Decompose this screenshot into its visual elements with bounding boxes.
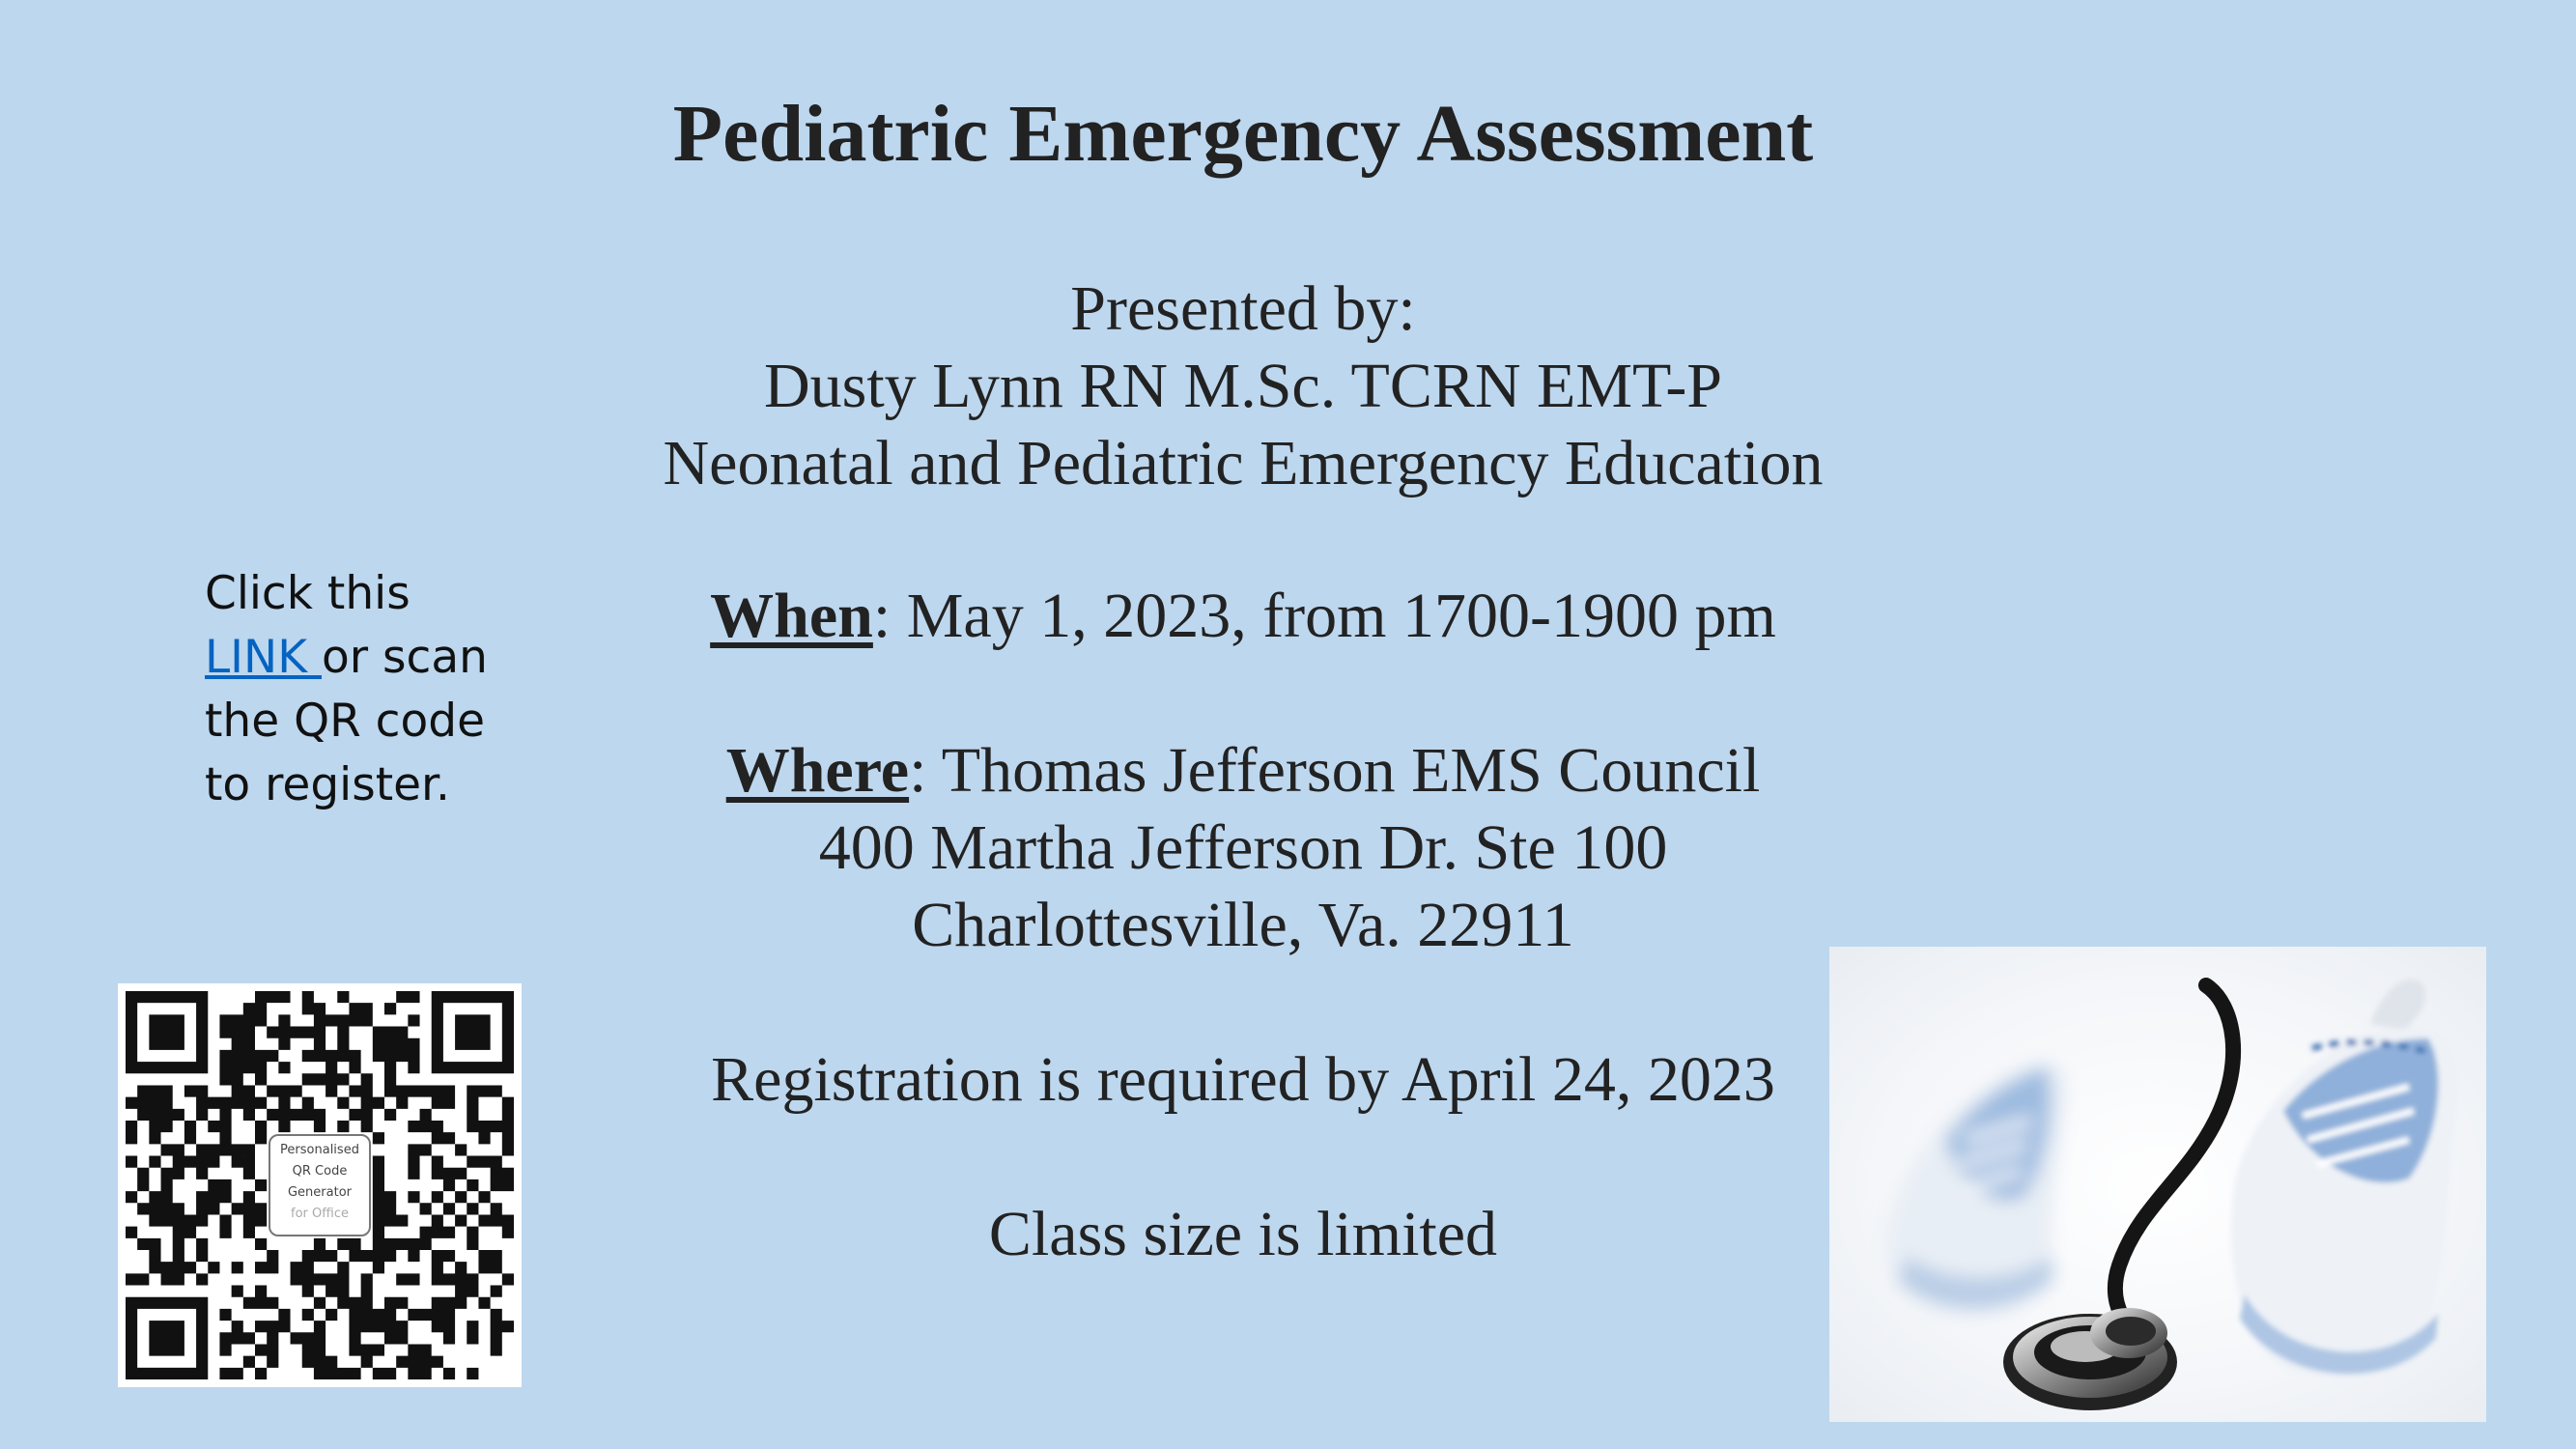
right-shoe [2231,980,2460,1377]
left-shoe [1887,1063,2067,1314]
qr-badge-line-3: Generator [287,1185,352,1200]
register-line-1: Click this [205,567,410,620]
when-label: When [710,581,873,651]
register-link[interactable]: LINK [205,631,322,684]
class-size-note: Class size is limited [988,1199,1498,1269]
register-line-4: to register. [205,758,451,811]
presenter-block [0,270,2486,502]
address-line-1: 400 Martha Jefferson Dr. Ste 100 [818,812,1668,883]
where-value: : Thomas Jefferson EMS Council [909,735,1761,806]
when-value: : May 1, 2023, from 1700-1900 pm [872,581,1776,651]
presenter-organization: Neonatal and Pediatric Emergency Education [663,428,1824,498]
presenter-name: Dusty Lynn RN M.Sc. TCRN EMT-P [764,351,1722,421]
register-line-3: the QR code [205,695,486,748]
photo-illustration [1829,947,2486,1422]
qr-finder-top-left [126,991,208,1073]
qr-finder-top-right [432,991,514,1073]
registration-qr-code[interactable] [118,983,522,1387]
stethoscope-chestpiece [2003,1308,2177,1410]
baby-shoes-stethoscope-photo [1829,947,2486,1422]
registration-deadline: Registration is required by April 24, 2023 [711,1044,1775,1115]
where-label: Where [725,735,910,806]
qr-finder-bottom-left [126,1297,208,1379]
stethoscope-tube [2115,985,2233,1328]
address-line-2: Charlottesville, Va. 22911 [912,890,1574,960]
qr-badge-line-2: QR Code [292,1164,348,1179]
register-instructions [205,562,488,817]
qr-badge-line-1: Personalised [280,1143,359,1157]
qr-badge-line-4: for Office [291,1207,349,1221]
register-line-2: or scan [321,631,488,684]
page-title: Pediatric Emergency Assessment [672,89,1814,179]
presenter-intro: Presented by: [1070,273,1416,344]
qr-badge [269,1134,371,1236]
